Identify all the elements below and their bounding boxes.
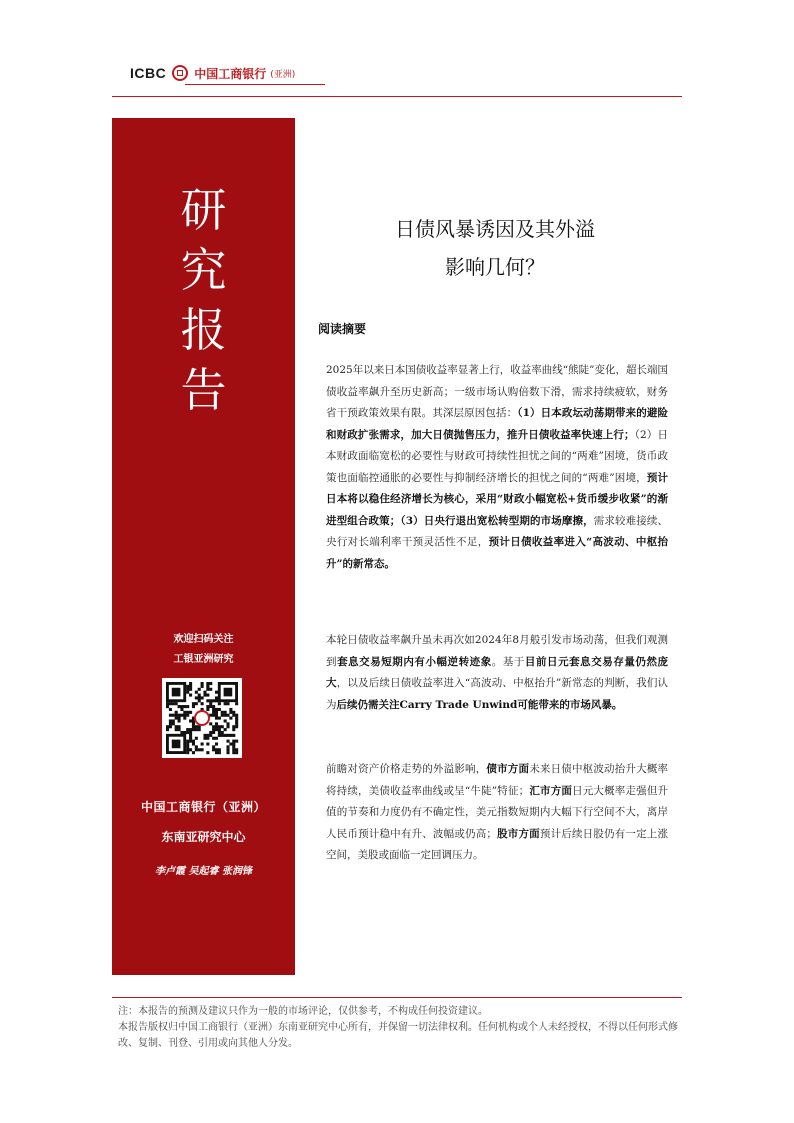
body-text: 本轮日债收益率飙升虽未再次如2024年8月般引发市场动荡，但我们观测到 [326,634,668,668]
emphasis-text: 目前日元套息交易存量仍然庞大 [326,655,669,689]
footer-divider [112,997,682,998]
header-divider [112,96,682,97]
body-text: 前瞻对资产价格走势的外溢影响， [326,763,487,775]
emphasis-text: 套息交易短期内有小幅逆转迹象 [337,655,492,668]
emphasis-text: （3）日央行退出宽松转型期的市场摩擦， [400,514,594,527]
title-char: 研 [180,183,227,237]
follow-line: 欢迎扫码关注 [173,634,234,645]
body-text: 。基于 [491,655,525,668]
emphasis-text: （1）日本政坛动荡期带来的避险和财政扩张需求，加大日债抛售压力，推升日债收益率快速上行； [326,407,668,441]
authors: 李卢霞 吴起睿 张润锋 [155,866,252,877]
disclaimer [118,1004,678,1052]
report-title [340,210,650,286]
title-line: 影响几何？ [445,255,545,279]
title-char: 究 [180,243,227,297]
report-type-title [112,180,295,420]
body-text: （2）日本财政面临宽松的必要性与财政可持续性担忧之间的“两难”困境，货币政策也面临控通胀的必要性与抑制经济增长的担忧之间的“两难”困境， [326,428,669,484]
org-name: 中国工商银行（亚洲） [140,800,266,814]
follow-prompt [112,630,295,670]
emphasis-text: 汇市方面 [529,784,573,797]
title-char: 告 [180,363,227,417]
page-header [130,62,295,84]
disclaimer-line: 注：本报告的预测及建议只作为一般的市场评论，仅供参考，不构成任何投资建议。 [118,1006,488,1017]
summary-heading: 阅读摘要 [318,322,367,336]
header-underline [185,84,325,85]
body-text: 未来日债中枢波动抬升大概率将持续，美债收益率曲线或呈“牛陡”特征； [326,763,669,797]
body-text: 2025年以来日本国债收益率显著上行，收益率曲线“熊陡”变化，超长端国债收益率飙升至历史新高；一级市场认购倍数下滑，需求持续疲软，财务省干预政策效果有限。其深层原因包括： [326,364,668,419]
icbc-wordmark: ICBC [130,65,167,81]
summary-paragraph-3 [326,759,668,867]
body-text: ，以及后续日债收益率进入“高波动、中枢抬升”新常态的判断，我们认为 [326,677,668,711]
sidebar-panel [112,118,295,975]
body-text: 预计后续日股仍有一定上涨空间，美股或面临一定回调压力。 [326,827,669,861]
qr-code-icon [162,678,242,758]
qr-code[interactable] [162,678,242,758]
emphasis-text: 债市方面 [486,763,530,775]
body-text: 需求较难接续、央行对长端利率干预灵活性不足， [326,514,669,548]
emphasis-text: 后续仍需关注Carry Trade Unwind可能带来的市场风暴。 [336,698,623,711]
emphasis-text: 预计日本将以稳住经济增长为核心，采用“财政小幅宽松+货币缓步收紧”的渐进型组合政策； [326,471,668,527]
summary-paragraph-1 [326,360,668,575]
icbc-logo-icon [172,65,188,81]
follow-line: 工银亚洲研究 [173,654,234,665]
summary-paragraph-2 [326,630,668,716]
department-name: 东南亚研究中心 [161,830,246,844]
bank-name: 中国工商银行 [194,66,267,81]
emphasis-text: 股市方面 [496,827,540,840]
disclaimer-line: 本报告版权归中国工商银行（亚洲）东南亚研究中心所有，并保留一切法律权利。任何机构或个人未经授权，不得以任何形式修改、复制、刊登、引用或向其他人分发。 [118,1022,678,1049]
body-text: 日元大概率走强但升值的节奏和力度仍有不确定性，美元指数短期内大幅下行空间不大，离岸人民币预计稳中有升、波幅或仍高； [326,784,668,840]
title-char: 报 [180,303,227,357]
bank-region: (亚洲) [270,69,296,80]
title-line: 日债风暴诱因及其外溢 [395,217,595,241]
emphasis-text: 预计日债收益率进入“高波动、中枢抬升”的新常态。 [326,536,668,570]
